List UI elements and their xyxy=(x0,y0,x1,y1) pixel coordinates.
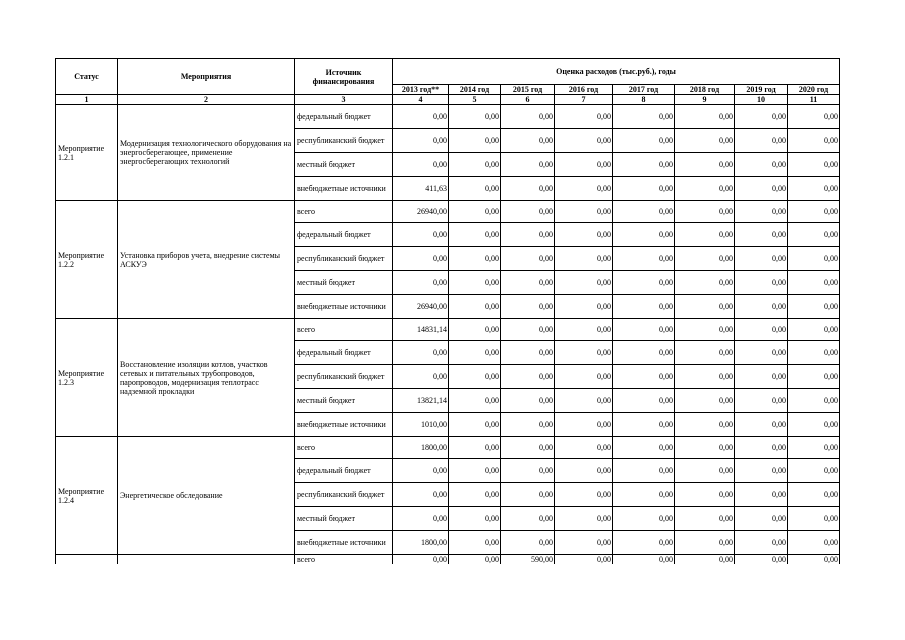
column-index: 2 xyxy=(118,95,295,105)
value-cell: 0,00 xyxy=(449,389,501,413)
funding-source: местный бюджет xyxy=(295,153,393,177)
value-cell: 0,00 xyxy=(501,177,555,201)
funding-source: местный бюджет xyxy=(295,507,393,531)
value-cell: 0,00 xyxy=(449,247,501,271)
status-cell: Мероприятие 1.2.1 xyxy=(56,105,118,201)
value-cell: 0,00 xyxy=(449,295,501,319)
value-cell: 0,00 xyxy=(735,223,788,247)
value-cell: 0,00 xyxy=(788,177,840,201)
value-cell: 0,00 xyxy=(735,555,788,565)
value-cell: 0,00 xyxy=(613,105,675,129)
expense-table xyxy=(55,58,840,564)
value-cell: 0,00 xyxy=(449,153,501,177)
column-index: 10 xyxy=(735,95,788,105)
value-cell: 0,00 xyxy=(555,341,613,365)
value-cell: 26940,00 xyxy=(393,201,449,223)
value-cell: 0,00 xyxy=(555,271,613,295)
value-cell: 0,00 xyxy=(449,531,501,555)
value-cell: 0,00 xyxy=(555,295,613,319)
funding-source: федеральный бюджет xyxy=(295,223,393,247)
year-header: 2017 год xyxy=(613,85,675,95)
value-cell: 0,00 xyxy=(675,129,735,153)
value-cell: 0,00 xyxy=(393,247,449,271)
header-index-row xyxy=(56,95,840,105)
value-cell: 0,00 xyxy=(555,247,613,271)
value-cell: 0,00 xyxy=(675,555,735,565)
value-cell: 590,00 xyxy=(501,555,555,565)
column-index: 3 xyxy=(295,95,393,105)
table-row xyxy=(56,555,840,565)
value-cell: 0,00 xyxy=(501,437,555,459)
value-cell: 0,00 xyxy=(675,459,735,483)
value-cell: 0,00 xyxy=(675,507,735,531)
value-cell: 0,00 xyxy=(501,271,555,295)
value-cell: 0,00 xyxy=(613,319,675,341)
value-cell: 0,00 xyxy=(735,177,788,201)
measure-cell xyxy=(118,555,295,565)
value-cell: 0,00 xyxy=(501,319,555,341)
funding-source: федеральный бюджет xyxy=(295,341,393,365)
value-cell: 0,00 xyxy=(735,247,788,271)
value-cell: 0,00 xyxy=(735,389,788,413)
value-cell: 0,00 xyxy=(735,507,788,531)
measure-cell: Установка приборов учета, внедрение системы АСКУЭ xyxy=(118,201,295,319)
value-cell: 0,00 xyxy=(501,389,555,413)
value-cell: 0,00 xyxy=(449,223,501,247)
value-cell: 0,00 xyxy=(788,483,840,507)
value-cell: 0,00 xyxy=(555,153,613,177)
value-cell: 0,00 xyxy=(788,341,840,365)
header-measures: Мероприятия xyxy=(118,59,295,95)
value-cell: 0,00 xyxy=(613,531,675,555)
value-cell: 14831,14 xyxy=(393,319,449,341)
value-cell: 0,00 xyxy=(449,271,501,295)
value-cell: 0,00 xyxy=(613,271,675,295)
value-cell: 411,63 xyxy=(393,177,449,201)
value-cell: 0,00 xyxy=(449,555,501,565)
funding-source: внебюджетные источники xyxy=(295,413,393,437)
value-cell: 0,00 xyxy=(788,201,840,223)
value-cell: 0,00 xyxy=(555,555,613,565)
status-cell: Мероприятие 1.2.4 xyxy=(56,437,118,555)
value-cell: 0,00 xyxy=(613,247,675,271)
value-cell: 0,00 xyxy=(449,177,501,201)
value-cell: 0,00 xyxy=(675,531,735,555)
value-cell: 0,00 xyxy=(393,507,449,531)
value-cell: 0,00 xyxy=(675,365,735,389)
value-cell: 1800,00 xyxy=(393,531,449,555)
value-cell: 0,00 xyxy=(735,341,788,365)
value-cell: 0,00 xyxy=(675,153,735,177)
value-cell: 0,00 xyxy=(613,341,675,365)
value-cell: 0,00 xyxy=(788,271,840,295)
value-cell: 0,00 xyxy=(613,365,675,389)
value-cell: 1800,00 xyxy=(393,437,449,459)
value-cell: 0,00 xyxy=(555,201,613,223)
table-row xyxy=(56,201,840,223)
value-cell: 0,00 xyxy=(613,413,675,437)
value-cell: 0,00 xyxy=(735,271,788,295)
funding-source: федеральный бюджет xyxy=(295,459,393,483)
year-header: 2013 год** xyxy=(393,85,449,95)
measure-cell: Восстановление изоляции котлов, участков сетевых и питательных трубопроводов, паропроводов, модернизация теплотрасс надземной прокладки xyxy=(118,319,295,437)
value-cell: 0,00 xyxy=(675,201,735,223)
value-cell: 0,00 xyxy=(555,223,613,247)
funding-source: федеральный бюджет xyxy=(295,105,393,129)
value-cell: 0,00 xyxy=(555,507,613,531)
funding-source: всего xyxy=(295,437,393,459)
value-cell: 0,00 xyxy=(675,437,735,459)
value-cell: 0,00 xyxy=(735,153,788,177)
value-cell: 0,00 xyxy=(788,413,840,437)
funding-source: республиканский бюджет xyxy=(295,247,393,271)
measure-cell: Энергетическое обследование xyxy=(118,437,295,555)
value-cell: 0,00 xyxy=(735,365,788,389)
value-cell: 0,00 xyxy=(613,153,675,177)
value-cell: 0,00 xyxy=(393,341,449,365)
value-cell: 0,00 xyxy=(501,507,555,531)
value-cell: 1010,00 xyxy=(393,413,449,437)
value-cell: 0,00 xyxy=(449,507,501,531)
table-body xyxy=(56,105,840,565)
value-cell: 0,00 xyxy=(735,105,788,129)
value-cell: 0,00 xyxy=(449,483,501,507)
value-cell: 0,00 xyxy=(788,319,840,341)
value-cell: 0,00 xyxy=(449,341,501,365)
value-cell: 0,00 xyxy=(501,483,555,507)
value-cell: 0,00 xyxy=(675,319,735,341)
value-cell: 0,00 xyxy=(555,129,613,153)
value-cell: 0,00 xyxy=(501,365,555,389)
value-cell: 0,00 xyxy=(613,507,675,531)
value-cell: 0,00 xyxy=(788,531,840,555)
value-cell: 0,00 xyxy=(675,413,735,437)
value-cell: 0,00 xyxy=(555,483,613,507)
value-cell: 0,00 xyxy=(501,223,555,247)
value-cell: 0,00 xyxy=(393,365,449,389)
value-cell: 0,00 xyxy=(735,129,788,153)
value-cell: 0,00 xyxy=(735,531,788,555)
value-cell: 0,00 xyxy=(788,459,840,483)
value-cell: 0,00 xyxy=(555,319,613,341)
value-cell: 0,00 xyxy=(501,201,555,223)
value-cell: 0,00 xyxy=(788,247,840,271)
column-index: 4 xyxy=(393,95,449,105)
value-cell: 0,00 xyxy=(501,247,555,271)
funding-source: внебюджетные источники xyxy=(295,295,393,319)
value-cell: 0,00 xyxy=(675,271,735,295)
funding-source: всего xyxy=(295,555,393,565)
value-cell: 0,00 xyxy=(788,223,840,247)
value-cell: 0,00 xyxy=(788,365,840,389)
value-cell: 0,00 xyxy=(449,319,501,341)
value-cell: 0,00 xyxy=(613,459,675,483)
value-cell: 0,00 xyxy=(735,201,788,223)
value-cell: 0,00 xyxy=(501,105,555,129)
status-cell: Мероприятие 1.2.2 xyxy=(56,201,118,319)
value-cell: 0,00 xyxy=(675,341,735,365)
value-cell: 0,00 xyxy=(613,201,675,223)
value-cell: 0,00 xyxy=(675,223,735,247)
status-cell: Мероприятие 1.2.3 xyxy=(56,319,118,437)
value-cell: 0,00 xyxy=(555,437,613,459)
value-cell: 0,00 xyxy=(501,531,555,555)
year-header: 2014 год xyxy=(449,85,501,95)
funding-source: местный бюджет xyxy=(295,271,393,295)
value-cell: 0,00 xyxy=(788,129,840,153)
table-row xyxy=(56,105,840,129)
value-cell: 0,00 xyxy=(613,437,675,459)
value-cell: 0,00 xyxy=(393,223,449,247)
funding-source: местный бюджет xyxy=(295,389,393,413)
value-cell: 0,00 xyxy=(449,129,501,153)
column-index: 7 xyxy=(555,95,613,105)
value-cell: 0,00 xyxy=(613,177,675,201)
value-cell: 26940,00 xyxy=(393,295,449,319)
value-cell: 0,00 xyxy=(393,459,449,483)
value-cell: 0,00 xyxy=(675,105,735,129)
value-cell: 0,00 xyxy=(613,555,675,565)
value-cell: 0,00 xyxy=(501,295,555,319)
value-cell: 0,00 xyxy=(675,177,735,201)
value-cell: 0,00 xyxy=(393,153,449,177)
value-cell: 0,00 xyxy=(555,389,613,413)
value-cell: 0,00 xyxy=(501,413,555,437)
column-index: 8 xyxy=(613,95,675,105)
value-cell: 0,00 xyxy=(613,223,675,247)
value-cell: 0,00 xyxy=(735,459,788,483)
table-row xyxy=(56,319,840,341)
column-index: 11 xyxy=(788,95,840,105)
value-cell: 0,00 xyxy=(555,177,613,201)
year-header: 2020 год xyxy=(788,85,840,95)
header-estimate: Оценка расходов (тыс.руб.), годы xyxy=(393,59,840,85)
value-cell: 0,00 xyxy=(393,105,449,129)
column-index: 9 xyxy=(675,95,735,105)
value-cell: 0,00 xyxy=(735,437,788,459)
year-header: 2015 год xyxy=(501,85,555,95)
value-cell: 0,00 xyxy=(555,531,613,555)
column-index: 1 xyxy=(56,95,118,105)
table-row xyxy=(56,437,840,459)
value-cell: 0,00 xyxy=(788,555,840,565)
document-page xyxy=(55,58,840,564)
value-cell: 0,00 xyxy=(393,271,449,295)
value-cell: 0,00 xyxy=(501,153,555,177)
value-cell: 0,00 xyxy=(501,341,555,365)
value-cell: 0,00 xyxy=(735,319,788,341)
status-cell xyxy=(56,555,118,565)
value-cell: 0,00 xyxy=(555,105,613,129)
funding-source: республиканский бюджет xyxy=(295,365,393,389)
value-cell: 0,00 xyxy=(675,247,735,271)
value-cell: 0,00 xyxy=(449,201,501,223)
funding-source: внебюджетные источники xyxy=(295,531,393,555)
value-cell: 13821,14 xyxy=(393,389,449,413)
value-cell: 0,00 xyxy=(555,365,613,389)
value-cell: 0,00 xyxy=(555,413,613,437)
value-cell: 0,00 xyxy=(613,389,675,413)
value-cell: 0,00 xyxy=(675,389,735,413)
value-cell: 0,00 xyxy=(675,483,735,507)
value-cell: 0,00 xyxy=(735,413,788,437)
measure-cell: Модернизация технологического оборудования на энергосберегающее, применение энергосберегающих технологий xyxy=(118,105,295,201)
year-header: 2019 год xyxy=(735,85,788,95)
year-header: 2016 год xyxy=(555,85,613,95)
value-cell: 0,00 xyxy=(788,153,840,177)
funding-source: всего xyxy=(295,319,393,341)
value-cell: 0,00 xyxy=(449,459,501,483)
value-cell: 0,00 xyxy=(613,483,675,507)
value-cell: 0,00 xyxy=(449,105,501,129)
value-cell: 0,00 xyxy=(788,437,840,459)
funding-source: всего xyxy=(295,201,393,223)
value-cell: 0,00 xyxy=(449,437,501,459)
funding-source: республиканский бюджет xyxy=(295,129,393,153)
column-index: 6 xyxy=(501,95,555,105)
value-cell: 0,00 xyxy=(613,129,675,153)
value-cell: 0,00 xyxy=(735,483,788,507)
value-cell: 0,00 xyxy=(613,295,675,319)
value-cell: 0,00 xyxy=(393,555,449,565)
value-cell: 0,00 xyxy=(675,295,735,319)
column-index: 5 xyxy=(449,95,501,105)
value-cell: 0,00 xyxy=(393,129,449,153)
value-cell: 0,00 xyxy=(735,295,788,319)
value-cell: 0,00 xyxy=(788,295,840,319)
value-cell: 0,00 xyxy=(788,507,840,531)
header-source: Источник финансирования xyxy=(295,59,393,95)
value-cell: 0,00 xyxy=(449,413,501,437)
value-cell: 0,00 xyxy=(393,483,449,507)
funding-source: внебюджетные источники xyxy=(295,177,393,201)
year-header: 2018 год xyxy=(675,85,735,95)
funding-source: республиканский бюджет xyxy=(295,483,393,507)
value-cell: 0,00 xyxy=(449,365,501,389)
value-cell: 0,00 xyxy=(501,459,555,483)
value-cell: 0,00 xyxy=(501,129,555,153)
value-cell: 0,00 xyxy=(788,105,840,129)
header-status: Статус xyxy=(56,59,118,95)
value-cell: 0,00 xyxy=(788,389,840,413)
value-cell: 0,00 xyxy=(555,459,613,483)
